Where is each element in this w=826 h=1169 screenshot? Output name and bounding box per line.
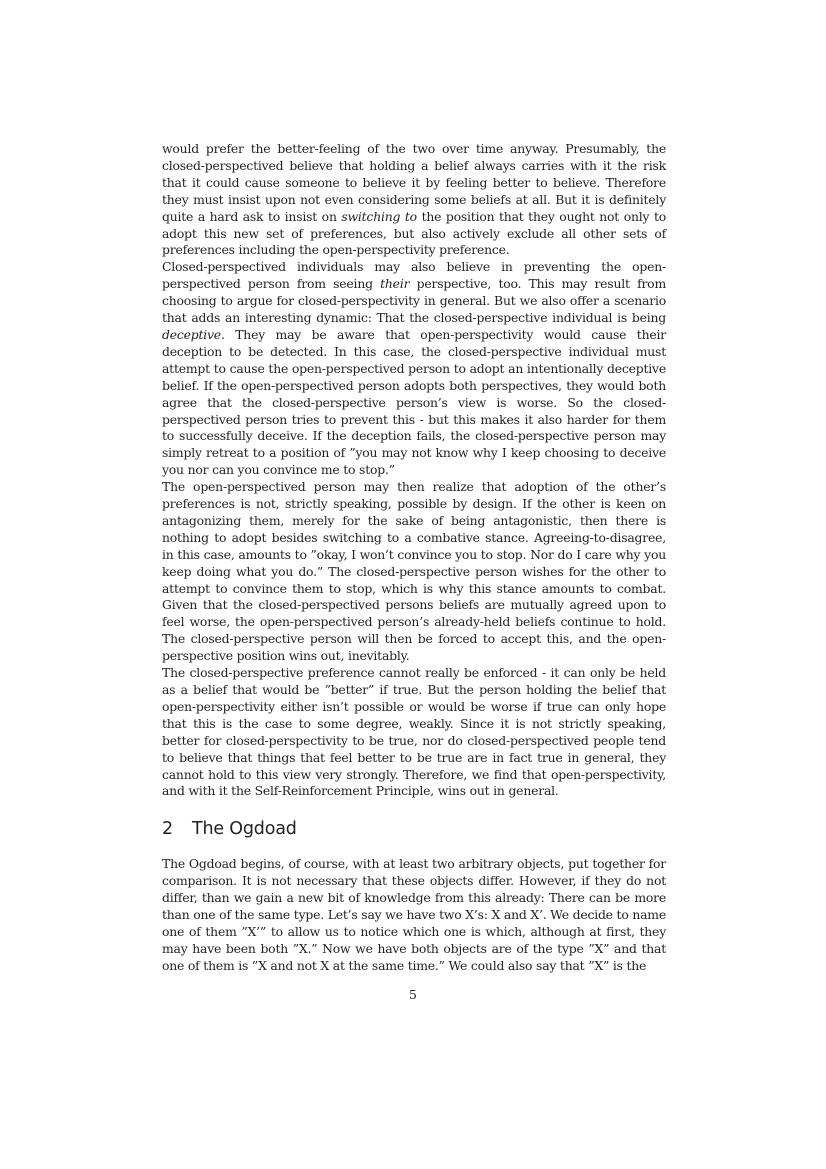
emphasis: deceptive [162, 326, 221, 342]
section-heading [162, 818, 666, 840]
paragraphs-before [162, 141, 666, 800]
body-text [162, 141, 666, 975]
emphasis: switching to [341, 208, 417, 224]
page-number: 5 [409, 987, 417, 1002]
emphasis: their [380, 276, 410, 292]
paragraph: would prefer the better-feeling of the two over time anyway. Presumably, the closed-perspectived believe that holding a belief always carries with it the risk that it could cause someone to believe it by feeling better to believe. Therefore they must insist upon not even considering some beliefs at all. But it is definitely quite a hard ask to insist on switching to the position that they ought not only to adopt this new set of preferences, but also actively exclude all other sets of preferences including the open-perspectivity preference. [162, 141, 666, 258]
section-title: The Ogdoad [192, 819, 297, 840]
paragraph: Closed-perspectived individuals may also believe in preventing the open-perspectived person from seeing their perspective, too. This may result from choosing to argue for closed-perspectivity in general. But we also offer a scenario that adds an interesting dynamic: That the closed-perspective individual is being deceptive. They may be aware that open-perspectivity would cause their deception to be detected. In this case, the closed-perspective individual must attempt to cause the open-perspectived person to adopt an intentionally deceptive belief. If the open-perspectived person adopts both perspectives, they would both agree that the closed-perspective person’s view is worse. So the closed-perspectived person tries to prevent this - but this makes it also harder for them to successfully deceive. If the deception fails, the closed-perspective person may simply retreat to a position of ”you may not know why I keep choosing to deceive you nor can you convince me to stop.” [162, 259, 666, 478]
paragraph: The open-perspectived person may then realize that adoption of the other’s preferences is not, strictly speaking, possible by design. If the other is keen on antagonizing them, merely for the sake of being antagonistic, then there is nothing to adopt besides switching to a combative stance. Agreeing-to-disagree, in this case, amounts to ”okay, I won’t convince you to stop. Nor do I care why you keep doing what you do.” The closed-perspective person wishes for the other to attempt to convince them to stop, which is why this stance amounts to combat. Given that the closed-perspectived persons beliefs are mutually agreed upon to feel worse, the open-perspectived person’s already-held beliefs continue to hold. The closed-perspective person will then be forced to accept this, and the open-perspective position wins out, inevitably. [162, 479, 666, 664]
paragraphs-after [162, 856, 666, 974]
section-number: 2 [162, 819, 173, 840]
paragraph: The closed-perspective preference cannot really be enforced - it can only be held as a belief that would be ”better” if true. But the person holding the belief that open-perspectivity either isn’t possible or would be worse if true can only hope that this is the case to some degree, weakly. Since it is not strictly speaking, better for closed-perspectivity to be true, nor do closed-perspectived people tend to believe that things that feel better to be true are in fact true in general, they cannot hold to this view very strongly. Therefore, we find that open-perspectivity, and with it the Self-Reinforcement Principle, wins out in general. [162, 665, 666, 799]
paragraph: The Ogdoad begins, of course, with at least two arbitrary objects, put together for comparison. It is not necessary that these objects differ. However, if they do not differ, than we gain a new bit of knowledge from this already: There can be more than one of the same type. Let’s say we have two X’s: X and X’. We decide to name one of them ”X’” to allow us to notice which one is which, although at first, they may have been both ”X.” Now we have both objects are of the type ”X” and that one of them is ”X and not X at the same time.” We could also say that ”X” is the [162, 856, 666, 973]
